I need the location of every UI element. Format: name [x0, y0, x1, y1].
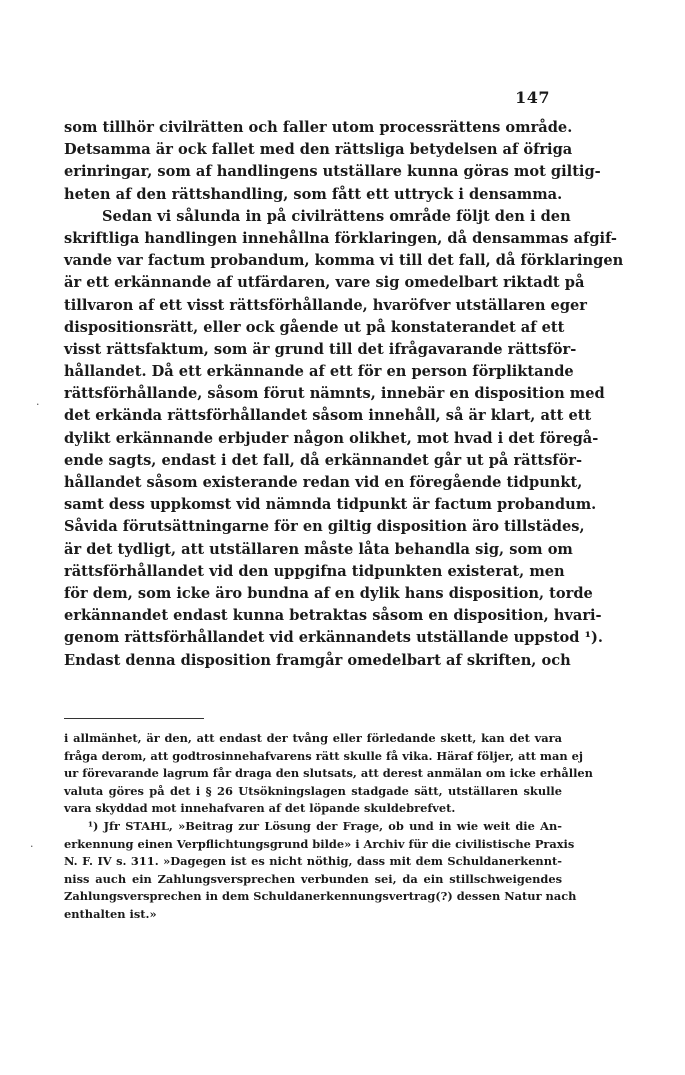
body-line: tillvaron af ett visst rättsförhållande, hvaröfver utställaren eger	[64, 296, 587, 314]
body-line: det erkända rättsförhållandet såsom innehåll, så är klart, att ett	[64, 407, 592, 425]
body-line: hållandet. Då ett erkännande af ett för en person förpliktande	[64, 363, 574, 381]
body-line: Såvida förutsättningarne för en giltig disposition äro tillstädes,	[64, 518, 585, 536]
footnote-divider	[64, 718, 204, 719]
body-line: Detsamma är ock fallet med den rättsliga betydelsen af öfriga	[64, 141, 573, 159]
footnote-line: N. F. IV s. 311. »Dagegen ist es nicht nöthig, dass mit dem Schuldanerkennt-	[64, 854, 562, 869]
scan-speck: ·	[36, 398, 40, 411]
footnotes	[64, 730, 593, 924]
body-line: erinringar, som af handlingens utställare kunna göras mot giltig-	[64, 163, 601, 181]
footnote-line: enthalten ist.»	[64, 906, 157, 921]
body-line: rättsförhållandet vid den uppgifna tidpunkten existerat, men	[64, 562, 565, 580]
body-line: Endast denna disposition framgår omedelbart af skriften, och	[64, 651, 571, 669]
footnote-line: ¹) Jfr STAHL, »Beitrag zur Lösung der Frage, ob und in wie weit die An-	[88, 818, 562, 833]
footnote-line: vara skyddad mot innehafvaren af det löpande skuldebrefvet.	[64, 801, 456, 816]
body-text	[64, 117, 624, 672]
footnote-line: niss auch ein Zahlungsversprechen verbunden sei, da ein stillschweigendes	[64, 871, 562, 886]
body-line: samt dess uppkomst vid nämnda tidpunkt är factum probandum.	[64, 496, 597, 514]
body-line: skriftliga handlingen innehållna förklaringen, då densammas afgif-	[64, 229, 617, 247]
body-line: för dem, som icke äro bundna af en dylik hans disposition, torde	[64, 584, 593, 602]
page-number: 147	[515, 88, 550, 107]
body-line: som tillhör civilrätten och faller utom processrättens område.	[64, 119, 573, 136]
footnote-line: i allmänhet, är den, att endast der tvång eller förledande skett, kan det vara	[64, 731, 562, 745]
scan-speck: ·	[30, 840, 34, 853]
body-line: genom rättsförhållandet vid erkännandets utställande uppstod ¹).	[64, 629, 603, 647]
body-line: erkännandet endast kunna betraktas såsom en disposition, hvari-	[64, 607, 602, 625]
body-line: vande var factum probandum, komma vi till det fall, då förklaringen	[64, 252, 624, 270]
body-line: dispositionsrätt, eller ock gående ut på konstaterandet af ett	[64, 318, 565, 336]
body-line: visst rättsfaktum, som är grund till det ifrågavarande rättsför-	[64, 340, 577, 358]
footnote-line: valuta göres på det i § 26 Utsökningslagen stadgade sätt, utställaren skulle	[64, 783, 562, 798]
footnote-line: fråga derom, att godtrosinnehafvarens rätt skulle få vika. Häraf följer, att man ej	[64, 748, 583, 763]
body-line: Sedan vi sålunda in på civilrättens område följt den i den	[102, 207, 571, 225]
footnote-line: ur förevarande lagrum får draga den slutsats, att derest anmälan om icke erhållen	[64, 766, 593, 781]
body-line: dylikt erkännande erbjuder någon olikhet, mot hvad i det föregå-	[64, 429, 599, 447]
body-line: ende sagts, endast i det fall, då erkännandet går ut på rättsför-	[64, 451, 583, 469]
body-line: heten af den rättshandling, som fått ett uttryck i densamma.	[64, 185, 563, 203]
body-line: är det tydligt, att utställaren måste låta behandla sig, som om	[64, 540, 573, 558]
body-line: rättsförhållande, såsom förut nämnts, innebär en disposition med	[64, 385, 605, 403]
body-line: är ett erkännande af utfärdaren, vare sig omedelbart riktadt på	[64, 274, 585, 292]
footnote-line: Zahlungsversprechen in dem Schuldanerkennungsvertrag(?) dessen Natur nach	[64, 889, 577, 904]
footnote-line: erkennung einen Verpflichtungsgrund bilde» i Archiv für die civilistische Praxis	[64, 836, 575, 851]
body-line: hållandet såsom existerande redan vid en föregående tidpunkt,	[64, 474, 583, 491]
